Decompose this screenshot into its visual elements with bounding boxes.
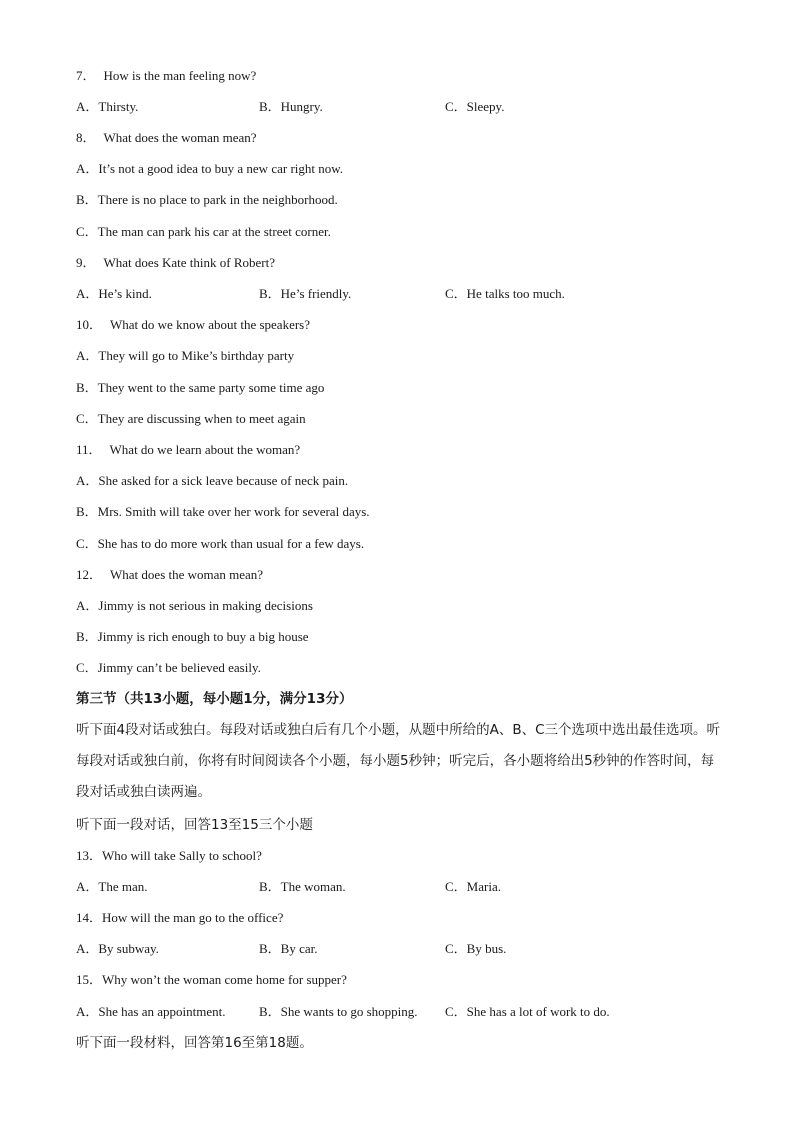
option-a: A．She asked for a sick leave because of neck pain. — [76, 473, 349, 488]
question-text: What does the woman mean? — [103, 130, 257, 145]
option-b: B．Hungry. — [259, 99, 323, 114]
question-7 — [76, 68, 256, 84]
question-text: What do we learn about the woman? — [109, 442, 301, 457]
section-heading: 第三节（共13小题，每小题1分，满分13分） — [76, 691, 353, 707]
option-c: C．Jimmy can’t be believed easily. — [76, 660, 261, 675]
option-a: A．By subway. — [76, 941, 159, 956]
option-a: A．The man. — [76, 879, 148, 894]
question-number: 10． — [76, 317, 103, 332]
question-15: 15．Why won’t the woman come home for supper? — [76, 972, 347, 987]
option-c: C．She has a lot of work to do. — [445, 1004, 610, 1019]
question-number: 11． — [76, 442, 102, 457]
section-instructions: 听下面4段对话或独白。每段对话或独白后有几个小题，从题中所给的A、B、C三个选项中选出最佳选项。听每段对话或独白前，你将有时间阅读各个小题，每小题5秒钟；听完后，各小题将给出5秒钟的作答时间，每段对话或独白读两遍。 — [76, 722, 721, 800]
option-b: B．By car. — [259, 941, 318, 956]
option-a: A．Jimmy is not serious in making decisions — [76, 598, 313, 613]
option-b: B．He’s friendly. — [259, 286, 352, 301]
question-number: 9． — [76, 255, 96, 270]
passage-intro: 听下面一段材料，回答第16至第18题。 — [76, 1035, 313, 1051]
question-9 — [76, 255, 275, 271]
option-c: C．She has to do more work than usual for a few days. — [76, 536, 365, 551]
question-number: 12． — [76, 567, 103, 582]
question-text: What does the woman mean? — [110, 567, 264, 582]
question-13: 13．Who will take Sally to school? — [76, 848, 262, 863]
option-c: C．The man can park his car at the street corner. — [76, 224, 331, 239]
option-c: C．Sleepy. — [445, 99, 505, 114]
question-10 — [76, 317, 310, 333]
question-text: What do we know about the speakers? — [110, 317, 311, 332]
question-number: 8． — [76, 130, 96, 145]
option-c: C．Maria. — [445, 879, 501, 894]
option-a: A．She has an appointment. — [76, 1004, 226, 1019]
passage-intro: 听下面一段对话，回答13至15三个小题 — [76, 817, 313, 833]
option-b: B．The woman. — [259, 879, 346, 894]
option-b: B．Mrs. Smith will take over her work for several days. — [76, 504, 370, 519]
option-b: B．There is no place to park in the neighborhood. — [76, 192, 338, 207]
question-text: How is the man feeling now? — [103, 68, 257, 83]
option-b: B．Jimmy is rich enough to buy a big house — [76, 629, 309, 644]
option-a: A．They will go to Mike’s birthday party — [76, 348, 295, 363]
option-c: C．They are discussing when to meet again — [76, 411, 306, 426]
question-11 — [76, 442, 300, 458]
question-number: 7． — [76, 68, 96, 83]
option-a: A．It’s not a good idea to buy a new car right now. — [76, 161, 344, 176]
question-8 — [76, 130, 257, 146]
question-14: 14．How will the man go to the office? — [76, 910, 284, 925]
option-c: C．By bus. — [445, 941, 507, 956]
option-b: B．They went to the same party some time ago — [76, 380, 325, 395]
option-a: A．He’s kind. — [76, 286, 152, 301]
question-12 — [76, 567, 263, 583]
option-c: C．He talks too much. — [445, 286, 565, 301]
option-b: B．She wants to go shopping. — [259, 1004, 418, 1019]
question-text: What does Kate think of Robert? — [103, 255, 275, 270]
option-a: A．Thirsty. — [76, 99, 139, 114]
